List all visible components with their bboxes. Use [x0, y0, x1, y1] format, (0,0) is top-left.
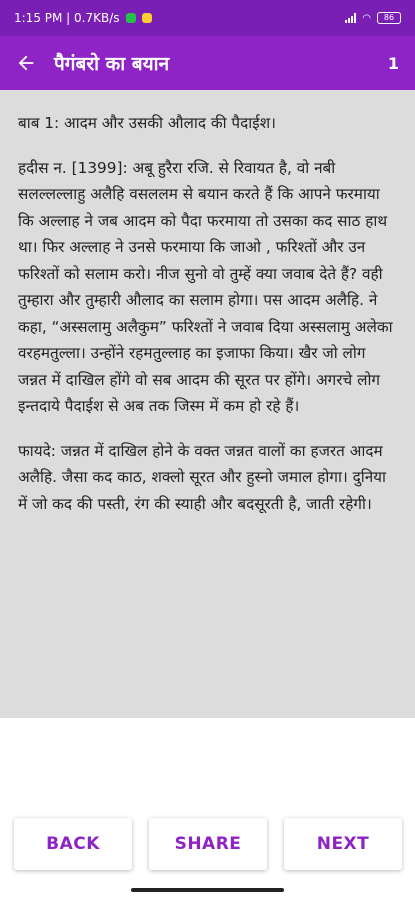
- hadith-content: [0, 90, 415, 718]
- app-bar: [0, 36, 415, 90]
- home-indicator[interactable]: [131, 888, 284, 892]
- bottom-navigation: [0, 718, 415, 900]
- back-button[interactable]: BACK: [14, 818, 132, 870]
- next-button[interactable]: NEXT: [284, 818, 402, 870]
- signal-icon: [345, 13, 356, 23]
- benefit-text: फायदे: जन्नत में दाखिल होने के वक्त जन्नत वालों का हजरत आदम अलैहि. जैसा कद काठ, शक्लो सूरत और हुस्नो जमाल होगा। दुनिया में जो कद की पस्ती, रंग की स्याही और बदसूरती है, जाती रहेगी।: [18, 441, 387, 513]
- whatsapp-notification-icon: [126, 13, 136, 23]
- page-title: पैगंबरो का बयान: [54, 53, 170, 75]
- status-left: [14, 11, 152, 25]
- battery-icon: 86: [377, 12, 401, 24]
- hadith-text: हदीस न. [1399]: अबू हुरैरा रजि. से रिवायत है, वो नबी सलल्लल्लाहु अलैहि वसललम से बयान करते हैं कि आपने फरमाया कि अल्लाह ने जब आदम को पैदा फरमाया तो उसका कद साठ हाथ था। फिर अल्लाह ने उनसे फरमाया कि जाओ , फरिश्तों और उन फरिश्तों को सलाम करो। नीज सुनो वो तुम्हें क्या जवाब देते हैं? वही तुम्हारा और तुम्हारी औलाद का सलाम होगा। पस आदम अलैहि. ने कहा, “अस्सलामु अलैकुम” फरिश्तों ने जवाब दिया अस्सलामु अलेका वरहमतुल्ला। उन्होंने रहमतुल्लाह का इजाफा किया। खैर जो लोग जन्नत में दाखिल होंगे वो सब आदम की सूरत पर होंगे। अगरचे लोग इन्तदाये पैदाईश से अब तक जिस्म में कम हो रहे हैं।: [18, 158, 393, 415]
- status-bar: [0, 0, 415, 36]
- status-right: [345, 12, 401, 24]
- page-number: 1: [387, 53, 399, 73]
- wifi-icon: ◠: [362, 12, 371, 24]
- chapter-heading: बाब 1: आदम और उसकी औलाद की पैदाईश।: [18, 114, 276, 132]
- share-button[interactable]: SHARE: [149, 818, 267, 870]
- arrow-left-icon[interactable]: [12, 49, 40, 77]
- status-time: 1:15 PM | 0.7KB/s: [14, 11, 120, 25]
- emoji-notification-icon: [142, 13, 152, 23]
